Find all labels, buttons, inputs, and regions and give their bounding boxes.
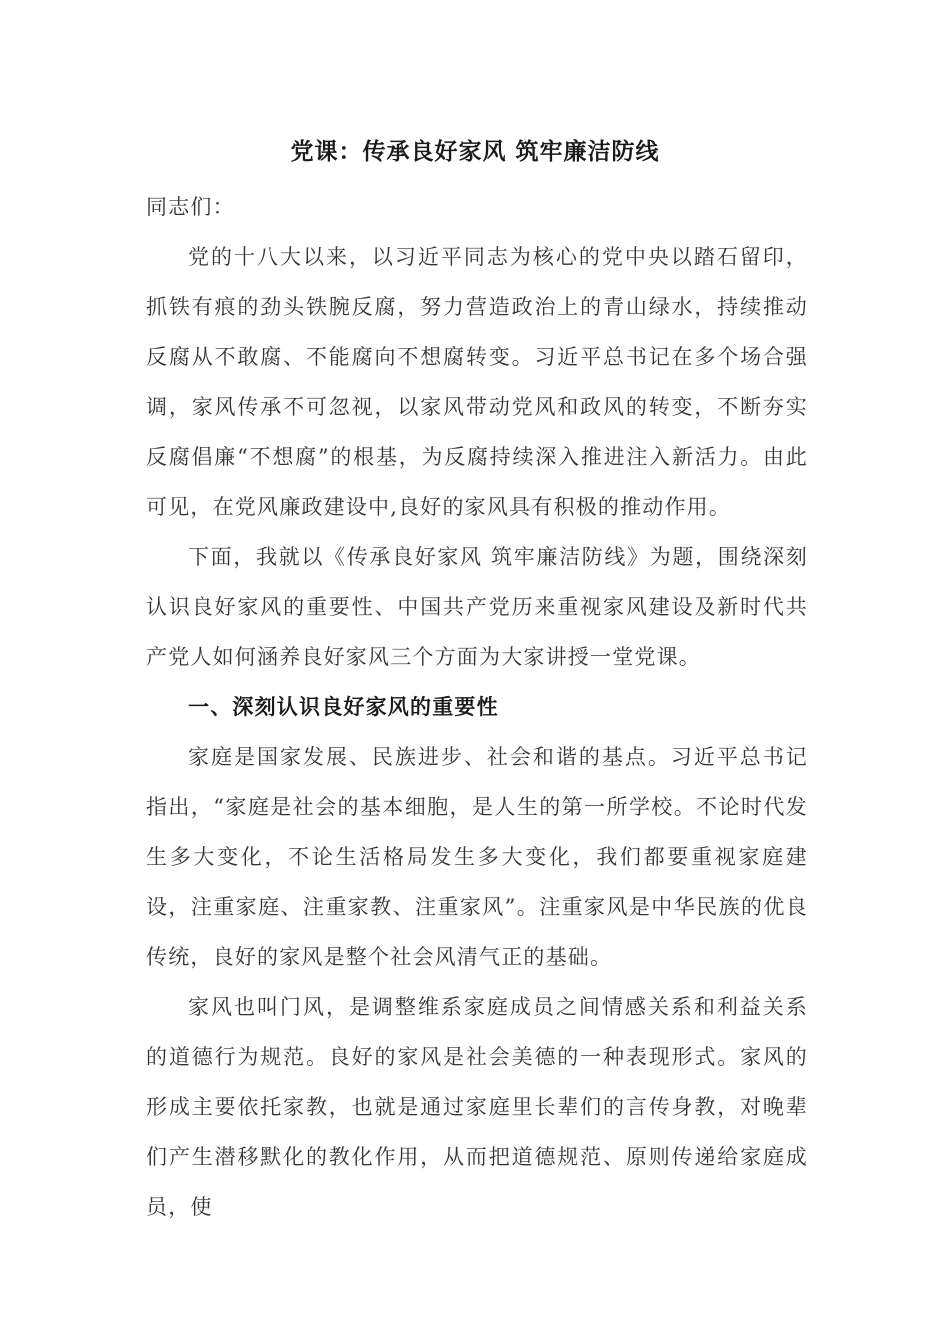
paragraph-family-style: 家风也叫门风，是调整维系家庭成员之间情感关系和利益关系的道德行为规范。良好的家风是社会美德的一种表现形式。家风的形成主要依托家教，也就是通过家庭里长辈们的言传身教，对晚辈们产生潜移默化的教化作用，从而把道德规范、原则传递给家庭成员，使 bbox=[146, 995, 808, 1219]
section-heading: 一、深刻认识良好家风的重要性 bbox=[188, 694, 499, 719]
paragraph-intro: 党的十八大以来，以习近平同志为核心的党中央以踏石留印，抓铁有痕的劲头铁腕反腐，努力营造政治上的青山绿水，持续推动反腐从不敢腐、不能腐向不想腐转变。习近平总书记在多个场合强调，家风传承不可忽视，以家风带动党风和政风的转变，不断夯实反腐倡廉“不想腐”的根基，为反腐持续深入推进注入新活力。由此可见，在党风廉政建设中,良好的家风具有积极的推动作用。 bbox=[146, 245, 808, 519]
paragraph-topic: 下面，我就以《传承良好家风 筑牢廉洁防线》为题，围绕深刻认识良好家风的重要性、中国共产党历来重视家风建设及新时代共产党人如何涵养良好家风三个方面为大家讲授一堂党课。 bbox=[146, 545, 808, 669]
document-body bbox=[146, 182, 808, 1232]
document-title: 党课：传承良好家风 筑牢廉洁防线 bbox=[290, 138, 660, 165]
paragraph-family-importance: 家庭是国家发展、民族进步、社会和谐的基点。习近平总书记指出，“家庭是社会的基本细胞，是人生的第一所学校。不论时代发生多大变化，不论生活格局发生多大变化，我们都要重视家庭建设，注重家庭、注重家教、注重家风”。注重家风是中华民族的优良传统，良好的家风是整个社会风清气正的基础。 bbox=[146, 745, 808, 969]
salutation: 同志们： bbox=[146, 195, 235, 219]
